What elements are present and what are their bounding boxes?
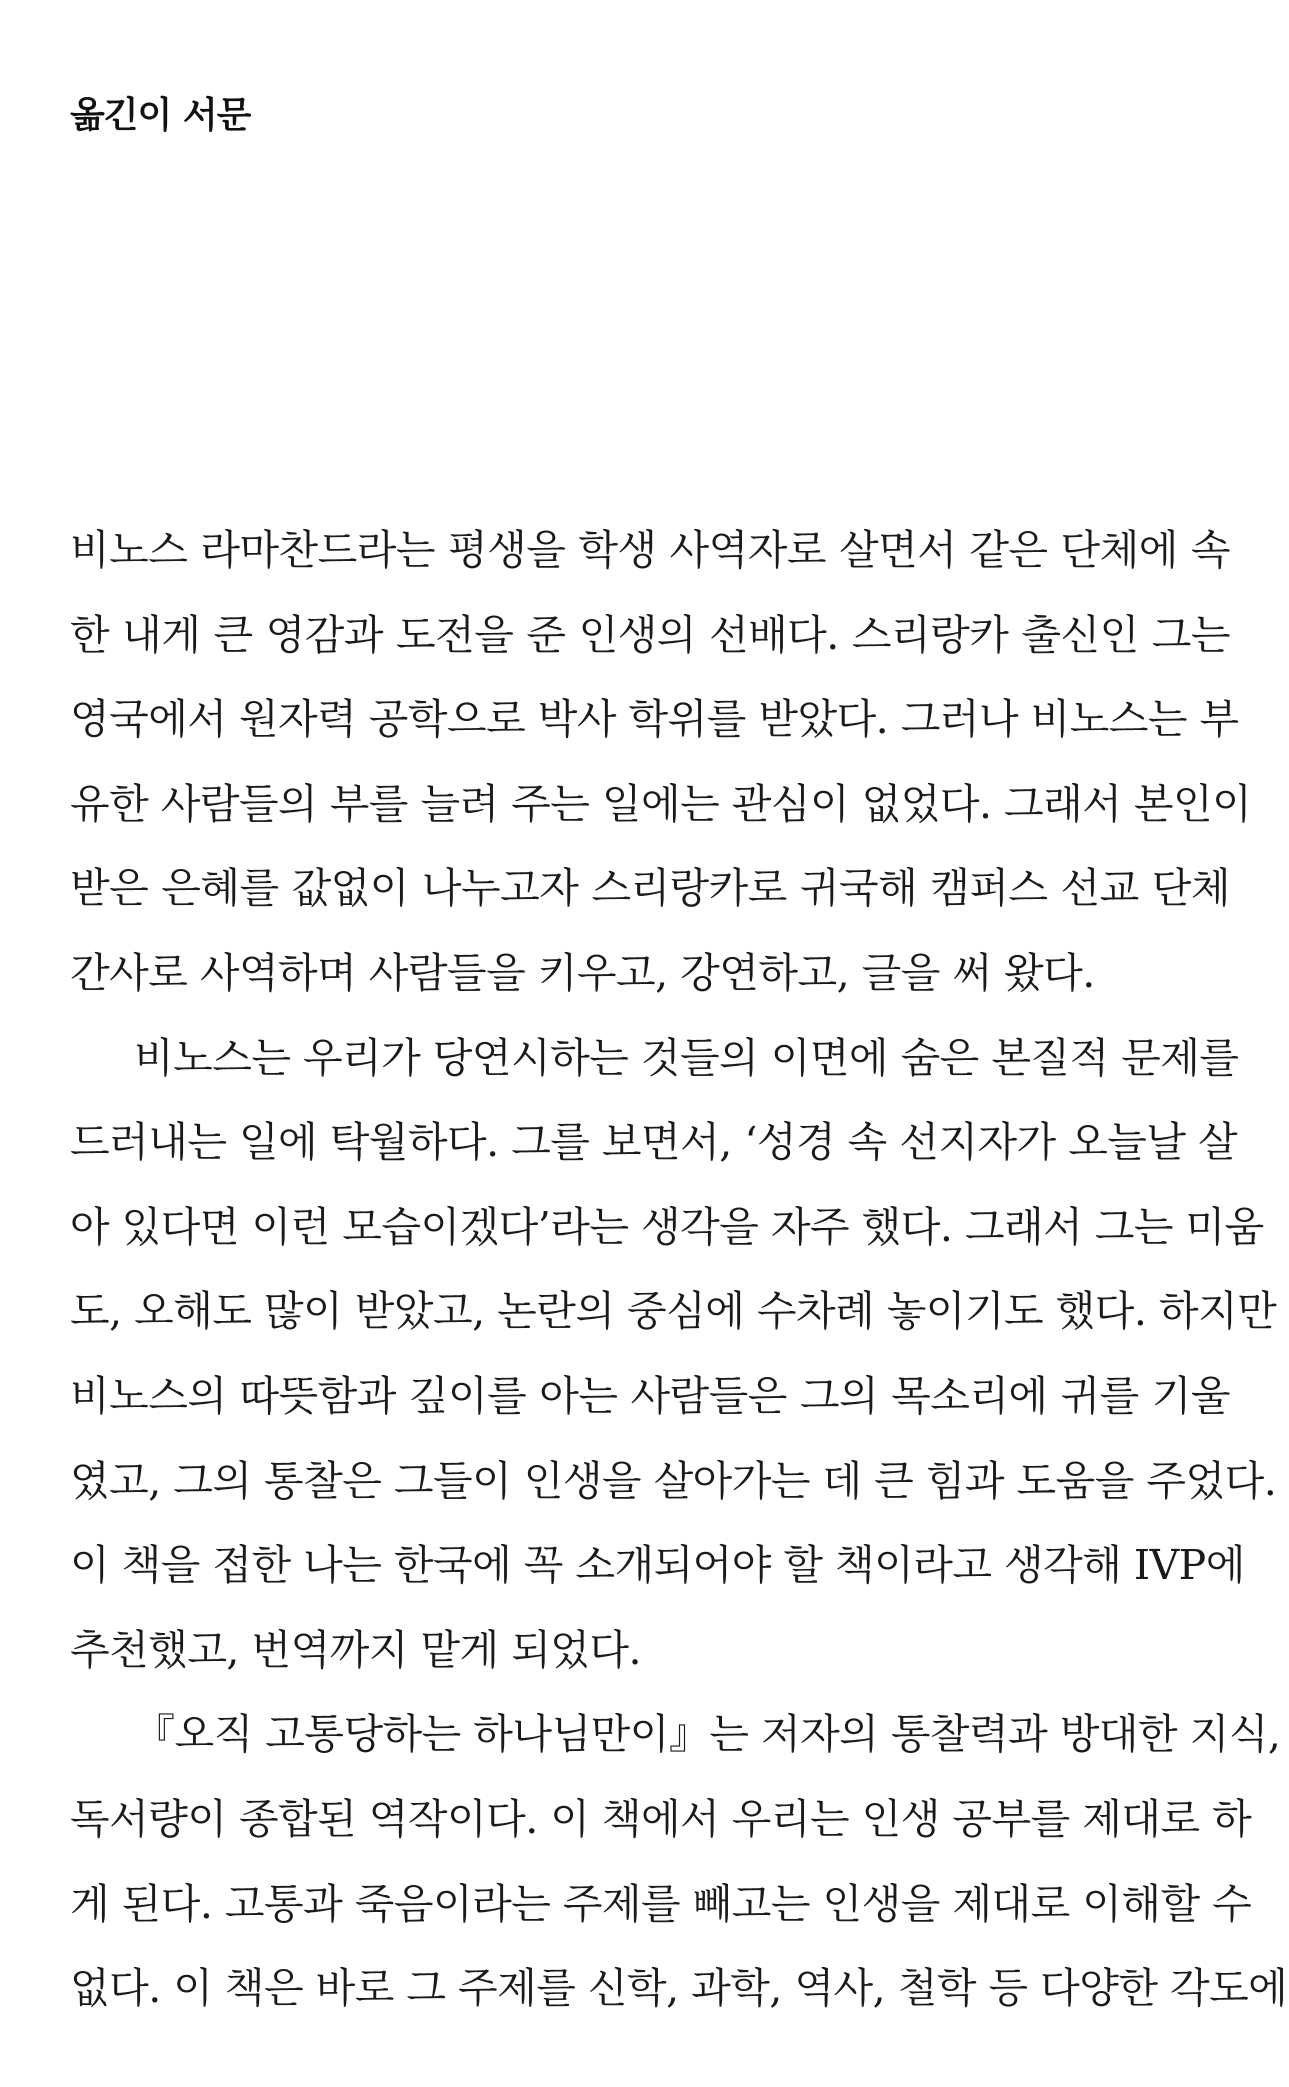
text-line: 도, 오해도 많이 받았고, 논란의 중심에 수차례 놓이기도 했다. 하지만 [70, 1287, 1277, 1336]
text-line: 비노스 라마찬드라는 평생을 학생 사역자로 살면서 같은 단체에 속 [70, 526, 1230, 574]
text-line: 이 책을 접한 나는 한국에 꼭 소개되어야 할 책이라고 생각해 IVP에 [70, 1541, 1245, 1590]
text-line: 영국에서 원자력 공학으로 박사 학위를 받았다. 그러나 비노스는 부 [70, 695, 1239, 744]
text-line: 비노스의 따뜻함과 깊이를 아는 사람들은 그의 목소리에 귀를 기울 [70, 1371, 1230, 1420]
text-line: 없다. 이 책은 바로 그 주제를 신학, 과학, 역사, 철학 등 다양한 각도에 [70, 1964, 1288, 2013]
text-line: 였고, 그의 통찰은 그들이 인생을 살아가는 데 큰 힘과 도움을 주었다. [70, 1456, 1277, 1505]
chapter-title: 옮긴이 서문 [70, 95, 251, 136]
text-line: 『오직 고통당하는 하나님만이』는 저자의 통찰력과 방대한 지식, [134, 1710, 1281, 1759]
text-line: 유한 사람들의 부를 늘려 주는 일에는 관심이 없었다. 그래서 본인이 [70, 779, 1252, 828]
text-line: 받은 은혜를 값없이 나누고자 스리랑카로 귀국해 캠퍼스 선교 단체 [70, 864, 1230, 913]
text-line: 게 된다. 고통과 죽음이라는 주제를 빼고는 인생을 제대로 이해할 수 [70, 1879, 1252, 1928]
text-line: 드러내는 일에 탁월하다. 그를 보면서, ‘성경 속 선지자가 오늘날 살 [70, 1118, 1238, 1167]
text-line: 아 있다면 이런 모습이겠다’라는 생각을 자주 했다. 그래서 그는 미움 [70, 1202, 1264, 1251]
text-line: 독서량이 종합된 역작이다. 이 책에서 우리는 인생 공부를 제대로 하 [70, 1794, 1252, 1843]
text-line: 한 내게 큰 영감과 도전을 준 인생의 선배다. 스리랑카 출신인 그는 [70, 610, 1230, 659]
text-line: 비노스는 우리가 당연시하는 것들의 이면에 숨은 본질적 문제를 [134, 1033, 1239, 1082]
body-text [70, 508, 1288, 2031]
text-line: 추천했고, 번역까지 맡게 되었다. [70, 1625, 642, 1674]
text-line: 간사로 사역하며 사람들을 키우고, 강연하고, 글을 써 왔다. [70, 948, 1095, 997]
